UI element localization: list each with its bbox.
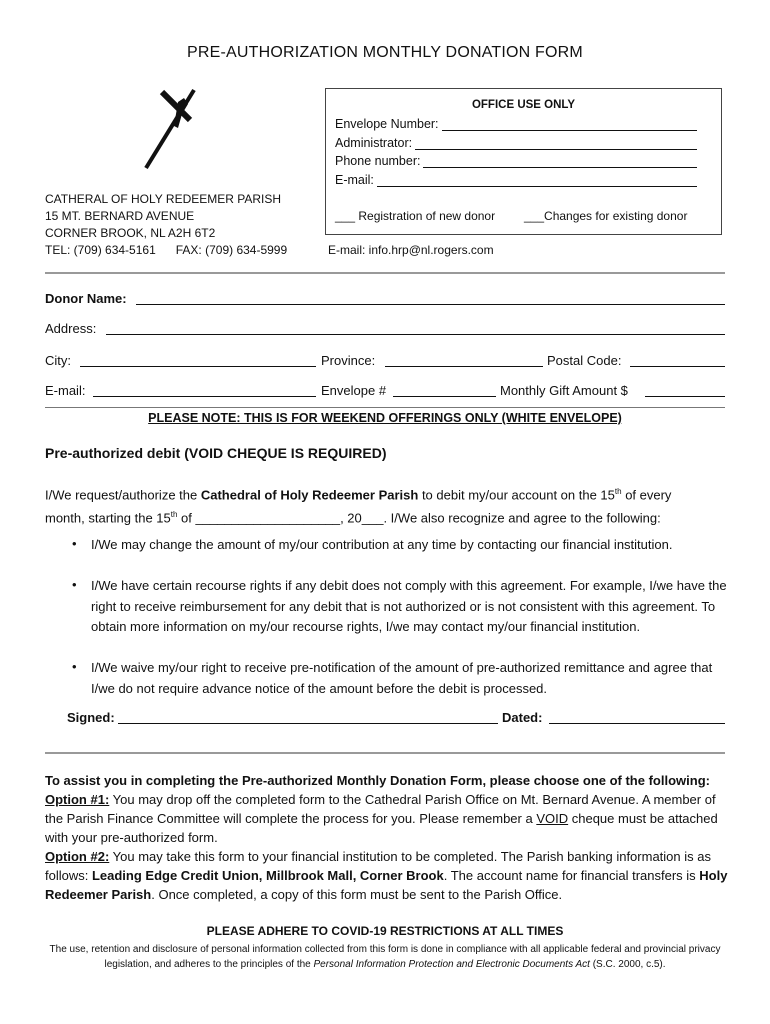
- office-phone-row: [335, 154, 697, 168]
- auth-text-5: of ____________________, 20___. I/We also recognize and agree to the following:: [177, 510, 661, 526]
- office-email-row: [335, 173, 697, 187]
- donor-email-label: E-mail:: [45, 383, 86, 398]
- parish-city: CORNER BROOK, NL A2H 6T2: [45, 226, 216, 240]
- donor-name-field[interactable]: [136, 303, 725, 305]
- option-1: [45, 790, 733, 847]
- option-2-text-end: . Once completed, a copy of this form must be sent to the Parish Office.: [151, 887, 563, 902]
- gift-amount-label: Monthly Gift Amount $: [500, 383, 628, 398]
- office-envelope-field[interactable]: [442, 118, 697, 131]
- address-label: Address:: [45, 321, 97, 336]
- auth-sup-1: th: [614, 487, 622, 496]
- signed-label: Signed:: [67, 710, 115, 725]
- office-admin-label: Administrator:: [335, 136, 413, 150]
- list-item: [72, 658, 727, 699]
- auth-sup-2: th: [170, 510, 178, 520]
- bank-info: Leading Edge Credit Union, Millbrook Mall, Corner Brook: [91, 868, 444, 883]
- section-title: Pre-authorized debit (VOID CHEQUE IS REQUIRED): [45, 445, 387, 461]
- option-2-label: Option #2:: [45, 849, 110, 864]
- office-admin-row: [335, 136, 697, 150]
- date-field[interactable]: [549, 722, 725, 724]
- envelope-label: Envelope #: [321, 383, 387, 398]
- weekend-note-text: PLEASE NOTE: THIS IS FOR WEEKEND OFFERINGS ONLY (WHITE ENVELOPE): [148, 411, 622, 425]
- envelope-field[interactable]: [393, 395, 496, 397]
- postal-code-field[interactable]: [630, 365, 725, 367]
- option-1-text: You may drop off the completed form to the Cathedral Parish Office on Mt. Bernard Avenue. A member of the Parish Finance Committee will complete the process for you. Please remember a: [45, 792, 716, 826]
- auth-parish-name: Cathedral of Holy Redeemer Parish: [200, 487, 419, 503]
- province-field[interactable]: [385, 365, 543, 367]
- parish-address: [45, 191, 287, 259]
- privacy-statement: [40, 942, 730, 972]
- auth-text-4: month, starting the 15: [45, 510, 171, 526]
- office-phone-label: Phone number:: [335, 154, 421, 168]
- privacy-act-name: Personal Information Protection and Electronic Documents Act: [313, 959, 590, 970]
- office-envelope-label: Envelope Number:: [335, 117, 439, 131]
- office-use-box: [325, 88, 722, 235]
- bullet-icon: •: [72, 536, 77, 551]
- donor-name-label: Donor Name:: [45, 291, 127, 306]
- donor-email-field[interactable]: [93, 395, 316, 397]
- city-label: City:: [45, 353, 71, 368]
- option-1-text-end: cheque must be attached with your pre-authorized form.: [45, 811, 718, 845]
- bullet-text: I/We may change the amount of my/our contribution at any time by contacting our financial institution.: [91, 537, 673, 552]
- crucifix-icon: [138, 86, 202, 170]
- city-field[interactable]: [80, 365, 316, 367]
- divider: [45, 272, 725, 274]
- bullet-icon: •: [72, 659, 77, 674]
- covid-notice: PLEASE ADHERE TO COVID-19 RESTRICTIONS AT ALL TIMES: [206, 924, 564, 938]
- registration-option[interactable]: ___ Registration of new donor: [335, 209, 496, 223]
- option-2-text-mid: . The account name for financial transfers is: [443, 868, 700, 883]
- parish-tel: TEL: (709) 634-5161: [45, 243, 156, 257]
- instructions-heading: To assist you in completing the Pre-authorized Monthly Donation Form, please choose one of the following:: [45, 773, 710, 788]
- office-envelope-row: [335, 117, 697, 131]
- office-email-label: E-mail:: [335, 173, 374, 187]
- auth-text-1: I/We request/authorize the: [45, 487, 201, 503]
- weekend-note: [45, 411, 725, 425]
- privacy-text-end: (S.C. 2000, c.5).: [589, 959, 666, 970]
- void-word: VOID: [536, 811, 569, 826]
- auth-text-2: to debit my/our account on the 15: [418, 487, 615, 503]
- account-name: Holy Redeemer Parish: [45, 868, 728, 902]
- office-email-field[interactable]: [377, 174, 697, 187]
- privacy-text: The use, retention and disclosure of personal information collected from this form is done in compliance with all applicable federal and provincial privacy legislation, and adheres to the principles of the: [49, 944, 721, 970]
- office-heading: OFFICE USE ONLY: [471, 99, 576, 111]
- parish-fax: FAX: (709) 634-5999: [175, 243, 288, 257]
- divider: [45, 752, 725, 754]
- postal-code-label: Postal Code:: [547, 353, 622, 368]
- changes-option[interactable]: ___Changes for existing donor: [524, 209, 688, 223]
- option-2-text: You may take this form to your financial institution to be completed. The Parish banking information is as follows:: [45, 849, 711, 883]
- office-admin-field[interactable]: [415, 137, 697, 150]
- authorization-paragraph: [45, 482, 730, 529]
- parish-street: 15 MT. BERNARD AVENUE: [45, 209, 195, 223]
- gift-amount-field[interactable]: [645, 395, 725, 397]
- parish-name: CATHERAL OF HOLY REDEEMER PARISH: [45, 192, 282, 206]
- list-item: [72, 576, 727, 638]
- option-1-label: Option #1:: [45, 792, 110, 807]
- address-field[interactable]: [106, 333, 725, 335]
- bullet-text: I/We have certain recourse rights if any debit does not comply with this agreement. For example, I/we have the right to receive reimbursement for any debit that is not authorized or is not consistent with this agreement. To obtain more information on my/our recourse rights, I/we may contact my/our financial institution.: [91, 578, 727, 634]
- signature-field[interactable]: [118, 722, 498, 724]
- parish-email: E-mail: info.hrp@nl.rogers.com: [328, 243, 494, 257]
- auth-text-3: of every: [621, 487, 672, 503]
- province-label: Province:: [321, 353, 376, 368]
- form-title: PRE-AUTHORIZATION MONTHLY DONATION FORM: [187, 44, 583, 61]
- bullet-text: I/We waive my/our right to receive pre-notification of the amount of pre-authorized remittance and agree that I/we do not require advance notice of the amount before the debit is processed.: [91, 660, 713, 696]
- office-phone-field[interactable]: [423, 155, 697, 168]
- instructions: [45, 771, 733, 904]
- bullet-icon: •: [72, 577, 77, 592]
- parish-phone-fax: [45, 242, 287, 259]
- note-divider: [45, 407, 725, 408]
- dated-label: Dated:: [502, 710, 543, 725]
- option-2: [45, 847, 733, 904]
- list-item: [72, 535, 727, 556]
